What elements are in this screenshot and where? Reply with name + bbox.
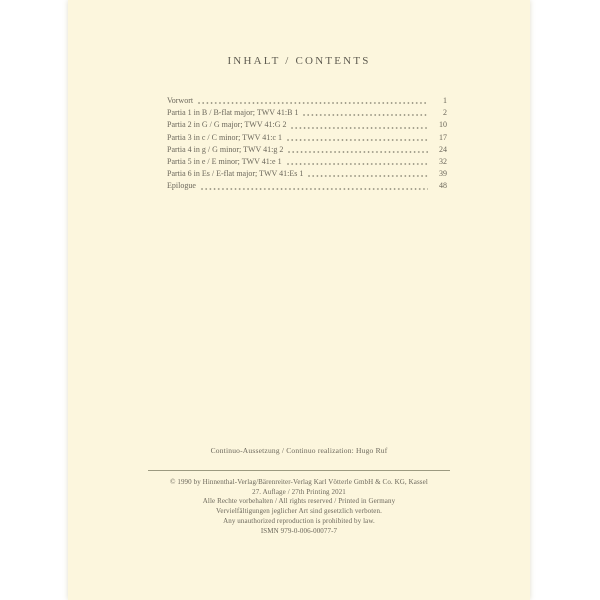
divider-rule [148,470,450,471]
toc-row [167,156,447,168]
toc-row [167,144,447,156]
imprint-rights-line: Alle Rechte vorbehalten / All rights reserved / Printed in Germany [202,497,396,506]
dot-leader [308,175,428,177]
dot-leader [287,163,428,165]
dot-leader [288,151,428,153]
imprint-printing-line: 27. Auflage / 27th Printing 2021 [252,487,346,496]
toc-page-number: 2 [443,108,447,118]
toc-row [167,107,447,119]
dot-leader [287,139,428,141]
toc-entry-label: Partia 1 in B / B-flat major; TWV 41:B 1 [167,108,299,118]
toc-row [167,132,447,144]
imprint-copyright-line: © 1990 by Hinnenthal-Verlag/Bärenreiter-Verlag Karl Vötterle GmbH & Co. KG, Kassel [170,478,428,486]
toc-entry-label: Partia 5 in e / E minor; TWV 41:e 1 [167,156,282,166]
toc-page-number: 10 [439,120,447,130]
toc-entry-label: Partia 3 in c / C minor; TWV 41:c 1 [167,132,283,142]
imprint-prohibition-en-line: Any unauthorized reproduction is prohibited by law. [223,516,375,525]
toc-row [167,180,447,192]
table-of-contents [167,95,447,193]
toc-page-number: 17 [439,132,447,142]
dot-leader [198,102,428,104]
dot-leader [201,188,428,190]
toc-row [167,95,447,107]
toc-page-number: 1 [443,96,447,105]
toc-entry-label: Vorwort [167,96,194,105]
score-contents-page [68,0,530,600]
toc-entry-label: Epilogue [167,181,196,191]
toc-page-number: 32 [439,156,447,166]
dot-leader [291,127,428,129]
imprint-block [68,478,530,536]
toc-row [167,168,447,180]
toc-page-number: 39 [439,169,447,179]
toc-page-number: 48 [439,181,447,191]
toc-entry-label: Partia 4 in g / G minor; TWV 41:g 2 [167,144,284,154]
toc-page-number: 24 [439,144,447,154]
imprint-prohibition-de-line: Vervielfältigungen jeglicher Art sind gesetzlich verboten. [216,507,382,516]
toc-entry-label: Partia 2 in G / G major; TWV 41:G 2 [167,120,287,130]
toc-row [167,119,447,131]
dot-leader [303,114,428,116]
toc-entry-label: Partia 6 in Es / E-flat major; TWV 41:Es 1 [167,169,304,179]
imprint-ismn-line: ISMN 979-0-006-00077-7 [260,526,338,535]
page-title: INHALT / CONTENTS [227,55,371,67]
continuo-credit: Continuo-Aussetzung / Continuo realization: Hugo Ruf [210,446,388,455]
